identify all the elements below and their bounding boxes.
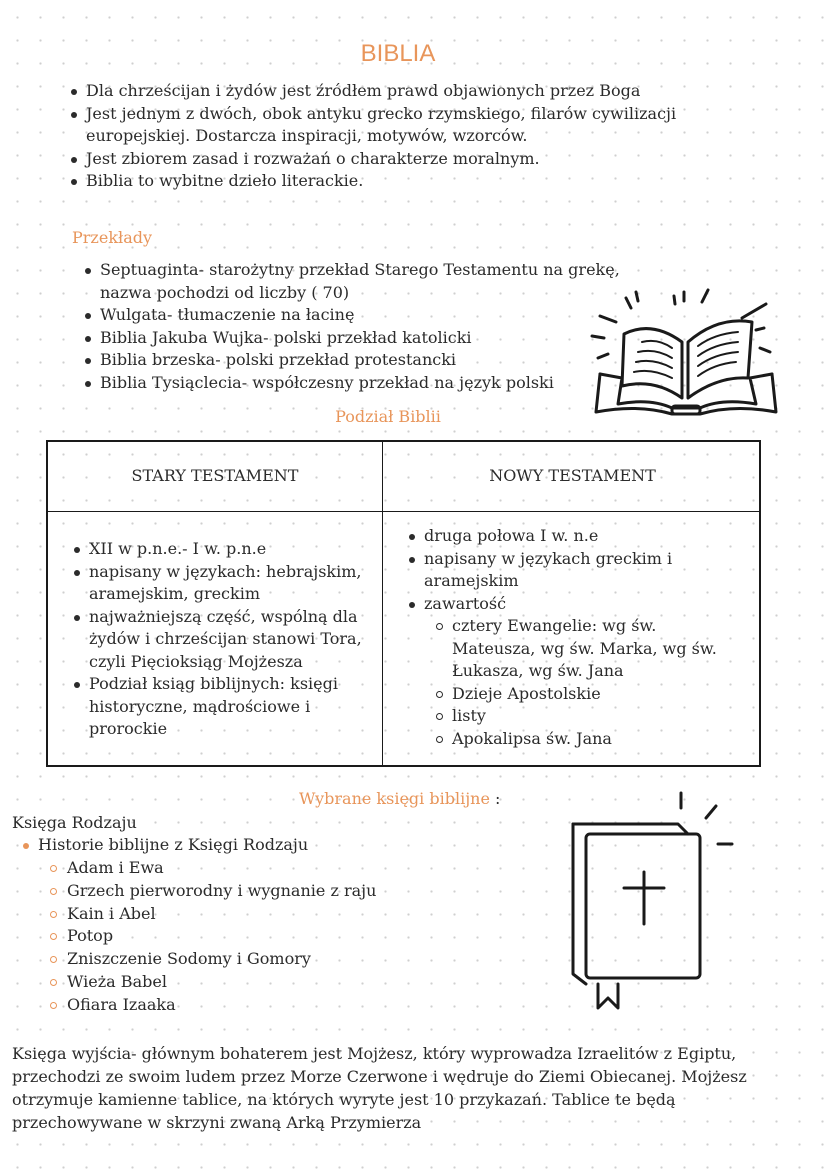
selected-books-heading-text: Wybrane księgi biblijne (299, 789, 490, 808)
sub-list-item: cztery Ewangelie: wg św. Mateusza, wg św. Marka, wg św. Łukasza, wg św. Jana (452, 615, 736, 683)
translations-list (100, 259, 660, 394)
list-item: Biblia Jakuba Wujka- polski przekład katolicki (100, 327, 660, 350)
old-testament-list (89, 538, 377, 741)
translations-heading: Przekłady (72, 228, 153, 247)
stories-label: Historie biblijne z Księgi Rodzaju (38, 835, 309, 854)
contents-sublist (424, 615, 736, 750)
old-testament-header: STARY TESTAMENT (131, 466, 299, 485)
list-item: XII w p.n.e.- I w. p.n.e (89, 538, 377, 561)
list-item: Biblia Tysiąclecia- współczesny przekład na język polski (100, 372, 660, 395)
list-item: Kain i Abel (67, 903, 376, 926)
contents-label: zawartość (424, 593, 507, 613)
exodus-paragraph: Księga wyjścia- głównym bohaterem jest Mojżesz, który wyprowadza Izraelitów z Egiptu, przechodzi ze swoim ludem przez Morze Czerwone i wędruje do Ziemi Obiecanej. Mojżesz otrzymuje kamienne tablice, na których wyryte jest 10 przykazań. Tablice te będą przechowywane w skrzyni zwaną Arką Przymierza (12, 1044, 747, 1132)
stories-list (67, 857, 376, 1017)
table-divider (48, 511, 759, 512)
closed-bible-icon (568, 790, 738, 1018)
list-item: Septuaginta- starożytny przekład Starego Testamentu na grekę, nazwa pochodzi od liczby ( 70) (100, 259, 660, 304)
new-testament-list (424, 525, 736, 750)
list-item: druga połowa I w. n.e (424, 525, 736, 548)
list-item: Jest zbiorem zasad i rozważań o charakterze moralnym. (86, 148, 726, 171)
list-item: Podział ksiąg biblijnych: księgi historyczne, mądrościowe i prorockie (89, 673, 377, 741)
list-item: Wulgata- tłumaczenie na łacinę (100, 304, 660, 327)
selected-books-heading (299, 789, 500, 808)
sub-list-item: Apokalipsa św. Jana (452, 728, 736, 751)
page-title: BIBLIA (360, 40, 436, 67)
list-item: Ofiara Izaaka (67, 994, 376, 1017)
open-book-icon (588, 286, 784, 420)
division-heading: Podział Biblii (335, 407, 441, 426)
genesis-title: Księga Rodzaju (12, 813, 137, 832)
list-item: Dla chrześcijan i żydów jest źródłem prawd objawionych przez Boga (86, 80, 726, 103)
new-testament-header: NOWY TESTAMENT (489, 466, 656, 485)
list-item: napisany w językach: hebrajskim, aramejskim, greckim (89, 561, 377, 606)
intro-list (86, 80, 726, 193)
testaments-table (46, 440, 761, 767)
list-item: najważniejszą część, wspólną dla żydów i chrześcijan stanowi Tora, czyli Pięcioksiąg Mojżesza (89, 606, 377, 674)
list-item: Wieża Babel (67, 971, 376, 994)
list-item (424, 593, 736, 751)
sub-list-item: listy (452, 705, 736, 728)
list-item: napisany w językach greckim i aramejskim (424, 548, 736, 593)
list-item: Potop (67, 925, 376, 948)
heading-colon: : (489, 789, 501, 808)
list-item: Grzech pierworodny i wygnanie z raju (67, 880, 376, 903)
list-item: Zniszczenie Sodomy i Gomory (67, 948, 376, 971)
table-divider (382, 442, 383, 765)
list-item: Biblia brzeska- polski przekład protestancki (100, 349, 660, 372)
sub-list-item: Dzieje Apostolskie (452, 683, 736, 706)
list-item: Jest jednym z dwóch, obok antyku grecko rzymskiego, filarów cywilizacji europejskiej. Dostarcza inspiracji, motywów, wzorców. (86, 103, 726, 148)
list-item: Adam i Ewa (67, 857, 376, 880)
list-item: Biblia to wybitne dzieło literackie. (86, 170, 726, 193)
